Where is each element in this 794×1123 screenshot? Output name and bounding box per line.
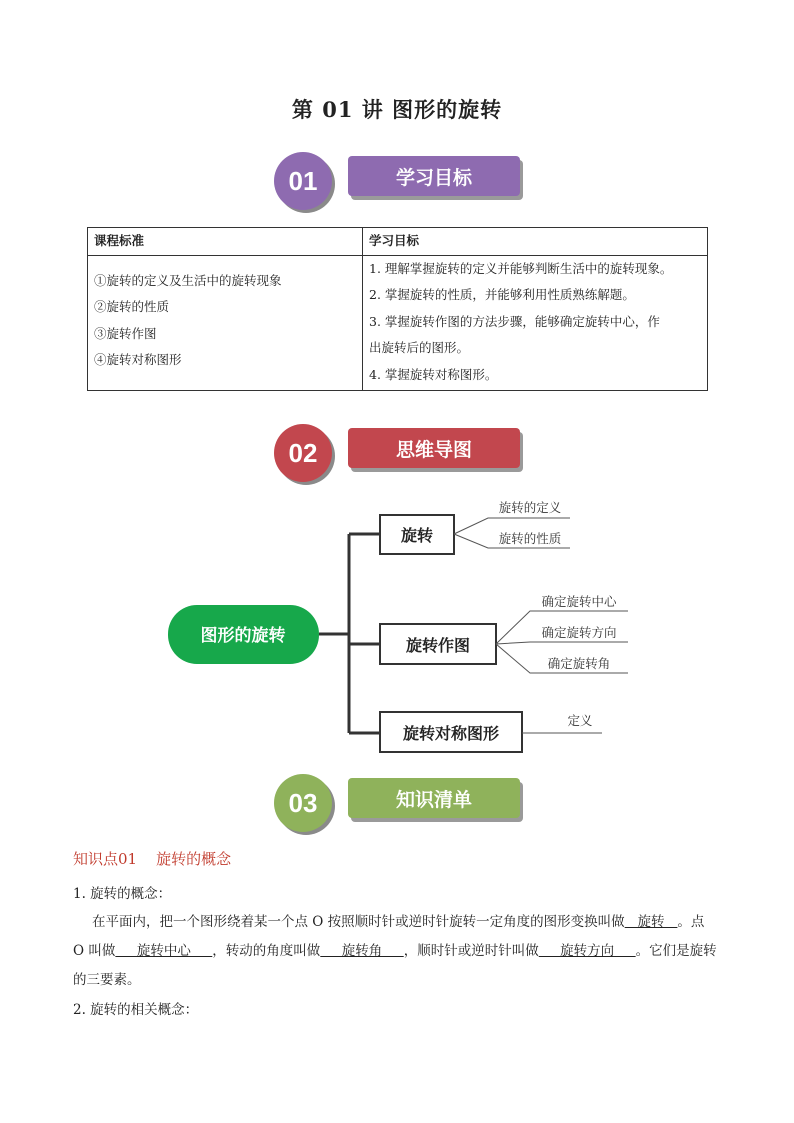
standards-cell xyxy=(88,255,363,391)
section-number: 02 xyxy=(274,424,332,482)
section-number: 03 xyxy=(274,774,332,832)
item-heading: 1. 旋转的概念： xyxy=(73,886,172,902)
goals-cell xyxy=(363,255,708,391)
learning-goals-table xyxy=(87,227,708,391)
section-number: 01 xyxy=(274,152,332,210)
fill-in-blank: 旋转中心 xyxy=(115,943,213,959)
section-header-02 xyxy=(274,424,534,484)
fill-in-blank: 旋转方向 xyxy=(538,943,636,959)
standard-item: ②旋转的性质 xyxy=(94,299,170,314)
mindmap-leaf-label: 确定旋转中心 xyxy=(541,594,617,609)
section-label: 学习目标 xyxy=(348,156,520,196)
mindmap-leaf-label: 定义 xyxy=(567,713,593,728)
text-segment: ，顺时针或逆时针叫做 xyxy=(403,943,539,959)
fill-in-blank: 旋转 xyxy=(624,914,678,930)
section-header-01 xyxy=(274,152,534,212)
goal-item: 4. 掌握旋转对称图形。 xyxy=(369,366,498,382)
goal-item: 3. 掌握旋转作图的方法步骤，能够确定旋转中心，作 xyxy=(369,313,660,329)
goal-item: 2. 掌握旋转的性质，并能够利用性质熟练解题。 xyxy=(369,287,635,302)
text-segment: 在平面内，把一个图形绕着某一个点 O 按照顺时针或逆时针旋转一定角度的图形变换叫做 xyxy=(92,914,625,930)
text-segment: 。点 xyxy=(677,914,705,930)
mindmap-leaf-label: 旋转的性质 xyxy=(498,531,562,546)
item-heading: 2. 旋转的相关概念： xyxy=(73,1002,199,1018)
standard-item: ③旋转作图 xyxy=(94,325,157,341)
section-label: 思维导图 xyxy=(348,428,520,468)
paragraph-line xyxy=(73,939,717,959)
mindmap-branch-label: 旋转 xyxy=(400,526,434,545)
knowledge-point-title: 知识点01 旋转的概念 xyxy=(73,850,232,868)
goal-item: 1. 理解掌握旋转的定义并能够判断生活中的旋转现象。 xyxy=(369,260,673,276)
mindmap-root-label: 图形的旋转 xyxy=(200,626,286,646)
mindmap-leaf-label: 旋转的定义 xyxy=(498,500,562,515)
text-segment: ，转动的角度叫做 xyxy=(212,943,321,959)
text-segment: 。它们是旋转 xyxy=(635,943,717,959)
goal-item: 出旋转后的图形。 xyxy=(369,340,470,355)
section-label: 知识清单 xyxy=(348,778,520,818)
mindmap-leaf-label: 确定旋转角 xyxy=(547,656,611,671)
standard-item: ④旋转对称图形 xyxy=(94,352,182,367)
text-segment: O 叫做 xyxy=(73,943,116,959)
standard-item: ①旋转的定义及生活中的旋转现象 xyxy=(94,272,282,288)
fill-in-blank: 旋转角 xyxy=(320,943,404,959)
paragraph-line xyxy=(92,910,704,930)
mindmap-branch-label: 旋转作图 xyxy=(405,636,471,655)
mind-map xyxy=(0,490,794,765)
mindmap-leaf-label: 确定旋转方向 xyxy=(541,625,617,640)
section-header-03 xyxy=(274,774,534,834)
paragraph-line: 的三要素。 xyxy=(73,972,141,988)
page-title: 第 01 讲 图形的旋转 xyxy=(291,97,503,122)
table-header-standards: 课程标准 xyxy=(88,228,363,256)
mindmap-branch-label: 旋转对称图形 xyxy=(402,724,500,743)
table-header-goals: 学习目标 xyxy=(363,228,708,256)
